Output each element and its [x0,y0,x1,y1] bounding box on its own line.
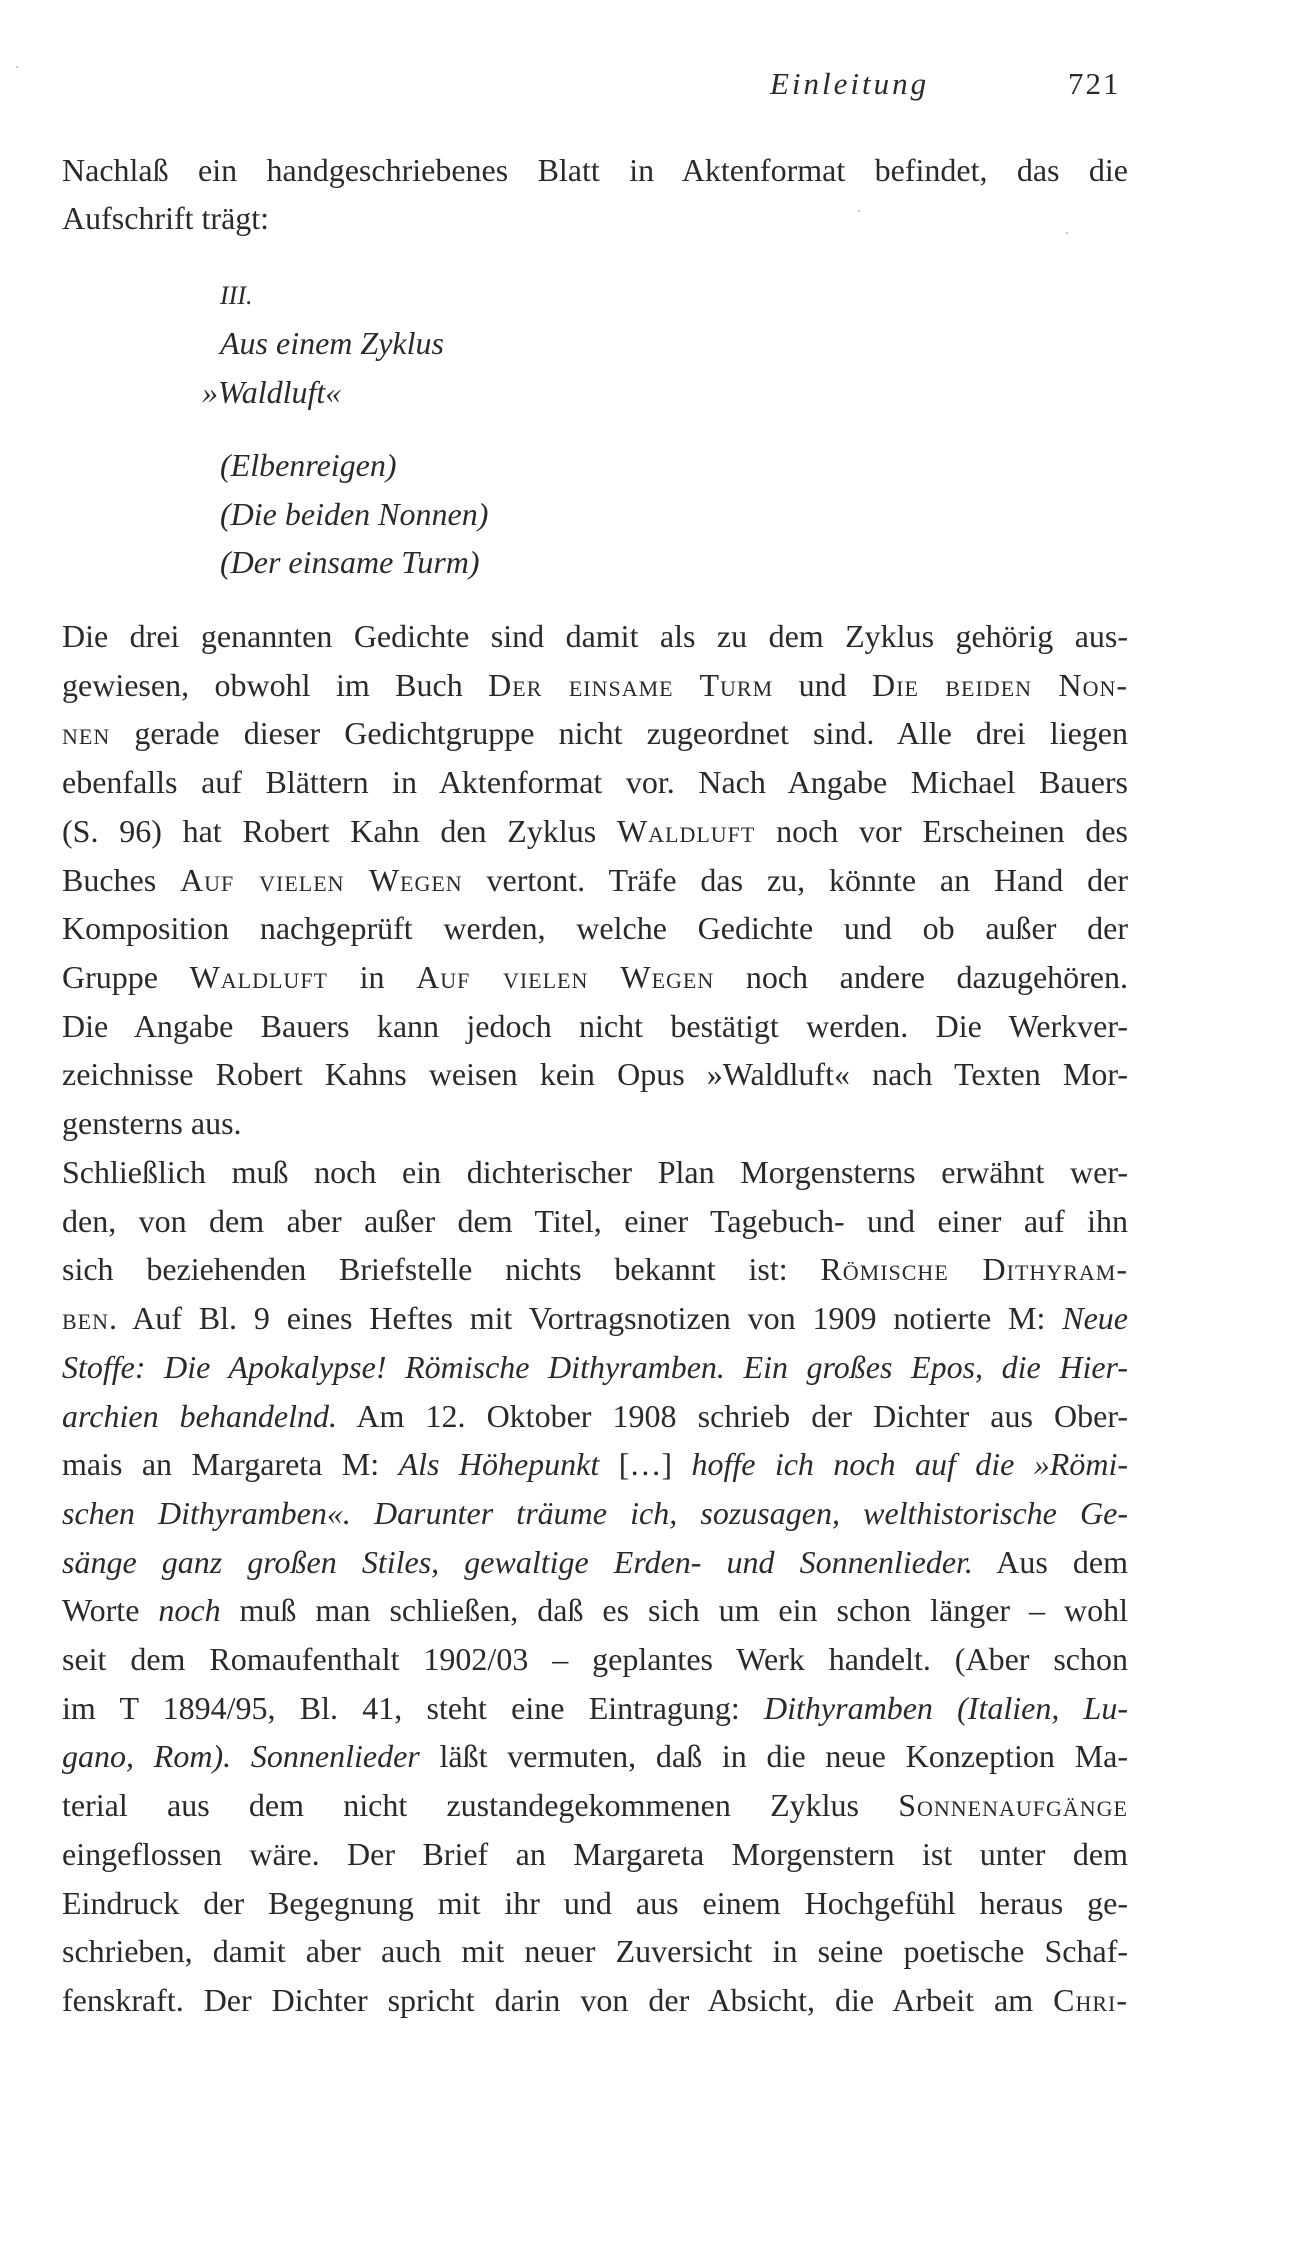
text-run: Aus dem [972,1543,1129,1580]
text-run: zeichnisse Robert Kahns weisen kein Opus »Waldluft« nach Texten Mor- [62,1056,1128,1093]
inscription-numeral: III. [220,281,253,310]
running-head [0,62,1294,106]
inscription-cycle-title: »Waldluft« [202,374,342,410]
text-line [62,1298,1128,1338]
text-line [62,860,1128,900]
title-reference: Römische Dithyram- [820,1251,1128,1288]
inscription-poem: (Elbenreigen) [220,447,397,483]
text-run: Worte [62,1592,159,1629]
text-line [62,713,1128,753]
intro-line: Nachlaß ein handgeschriebenes Blatt in Aktenformat befindet, das die [62,152,1128,188]
text-line [62,1736,1128,1776]
text-run: läßt vermuten, daß in die neue Konzeption Ma- [419,1738,1128,1775]
text-line [62,1980,1128,2020]
text-run: Die drei genannten Gedichte sind damit als zu dem Zyklus gehörig aus- [62,618,1128,654]
quotation-italic: noch [158,1592,221,1629]
text-run: gewiesen, obwohl im Buch [62,666,489,703]
text-run: im T 1894/95, Bl. 41, steht eine Eintragung: [62,1689,765,1726]
quotation-italic: gano, Rom). Sonnenlieder [62,1738,420,1775]
text-line [62,1396,1128,1436]
text-run: schrieben, damit aber auch mit neuer Zuversicht in seine poetische Schaf- [62,1933,1128,1970]
title-reference: Sonnenaufgänge [898,1787,1128,1824]
text-line [62,1639,1128,1679]
quotation-italic: sänge ganz großen Stiles, gewaltige Erden- und Sonnenlieder. [62,1543,973,1580]
title-reference: Chri- [1053,1981,1128,2018]
text-run: (S. 96) hat Robert Kahn den Zyklus [62,812,617,849]
text-line [62,1542,1128,1582]
text-line [62,1883,1128,1923]
scan-speck [858,210,860,212]
text-run: terial aus dem nicht zustandegekommenen Zyklus [62,1787,899,1824]
title-reference: Waldluft [189,958,328,995]
text-run: und [773,666,873,703]
intro-line: Aufschrift trägt: [62,200,270,236]
text-run: mais an Margareta M: [62,1446,399,1483]
quotation-italic: hoffe ich noch auf die »Römi- [691,1446,1129,1483]
text-line [62,1054,1128,1094]
text-run: seit dem Romaufenthalt 1902/03 – geplantes Werk handelt. (Aber schon [62,1641,1128,1677]
title-reference: Die beiden Non- [872,666,1129,703]
text-run: Eindruck der Begegnung mit ihr und aus einem Hochgefühl heraus ge- [62,1884,1128,1921]
text-line [62,1785,1128,1825]
text-line [62,616,1128,656]
title-reference: Auf vielen Wegen [180,861,463,898]
quotation-italic: Neue [1062,1300,1128,1337]
text-run: Die Angabe Bauers kann jedoch nicht bestätigt werden. Die Werkver- [62,1007,1128,1044]
text-run: Schließlich muß noch ein dichterischer Plan Morgensterns erwähnt wer- [62,1154,1128,1190]
text-run: gensterns aus. [62,1105,242,1141]
text-line [62,1444,1128,1484]
inscription-poem: (Der einsame Turm) [220,544,480,580]
text-run: in [328,958,417,995]
scan-speck [16,66,18,68]
text-line [62,1347,1128,1387]
quotation-italic: schen Dithyramben«. Darunter träume ich, sozusagen, welthistorische Ge- [62,1494,1128,1531]
text-run: noch vor Erscheinen des [755,812,1129,849]
text-run: Am 12. Oktober 1908 schrieb der Dichter aus Ober- [336,1397,1129,1434]
text-run: fenskraft. Der Dichter spricht darin von der Absicht, die Arbeit am [62,1981,1054,2018]
text-run: . Auf Bl. 9 eines Heftes mit Vortragsnotizen von 1909 notierte M: [109,1300,1063,1337]
title-reference: nen [62,715,111,752]
title-reference: Waldluft [616,812,756,849]
title-reference: ben [62,1300,109,1337]
text-line [62,1834,1128,1874]
quotation-italic: Als Höhepunkt [398,1446,600,1483]
text-line [62,1103,1128,1143]
text-line [62,1688,1128,1728]
scan-speck [1066,232,1068,234]
quotation-italic: archien behandelnd. [62,1397,337,1434]
inscription-poem: (Die beiden Nonnen) [220,496,489,532]
text-line [62,1006,1128,1046]
text-line [62,665,1128,705]
text-line [62,762,1128,802]
text-line [62,811,1128,851]
text-run: gerade dieser Gedichtgruppe nicht zugeordnet sind. Alle drei liegen [110,715,1128,752]
text-run: Buches [62,861,181,898]
text-line [62,1493,1128,1533]
text-line [62,957,1128,997]
text-line [62,1249,1128,1289]
text-run: noch andere dazugehören. [714,958,1129,995]
text-line [62,1931,1128,1971]
title-reference: Der einsame Turm [488,666,774,703]
text-run: ebenfalls auf Blättern in Aktenformat vor. Nach Angabe Michael Bauers [62,764,1128,801]
text-line [62,1590,1128,1630]
text-run: Gruppe [62,958,190,995]
text-run: vertont. Träfe das zu, könnte an Hand der [462,861,1129,898]
text-run: sich beziehenden Briefstelle nichts bekannt ist: [62,1251,821,1288]
text-run: den, von dem aber außer dem Titel, einer Tagebuch- und einer auf ihn [62,1202,1128,1239]
quotation-italic: Stoffe: Die Apokalypse! Römische Dithyramben. Ein großes Epos, die Hier- [62,1348,1128,1385]
quotation-italic: Dithyramben (Italien, Lu- [764,1689,1129,1726]
running-head-title: Einleitung [770,66,930,101]
text-line [62,1201,1128,1241]
text-run: eingeflossen wäre. Der Brief an Margareta Morgenstern ist unter dem [62,1835,1128,1872]
text-run: Komposition nachgeprüft werden, welche Gedichte und ob außer der [62,910,1128,947]
page-number: 721 [1068,66,1121,101]
text-run: […] [599,1446,692,1483]
inscription-heading: Aus einem Zyklus [220,325,444,361]
text-line [62,1152,1128,1192]
title-reference: Auf vielen Wegen [416,958,715,995]
text-line [62,908,1128,948]
text-run: muß man schließen, daß es sich um ein schon länger – wohl [220,1592,1129,1629]
